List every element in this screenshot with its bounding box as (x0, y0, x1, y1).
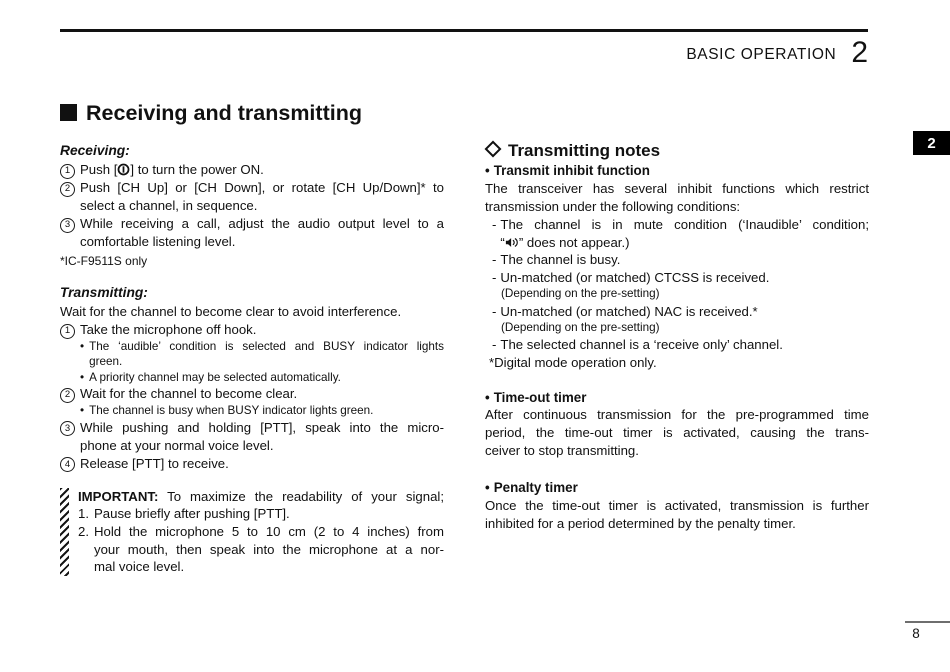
important-note (60, 488, 444, 577)
receiving-footnote: *IC-F9511S only (60, 254, 148, 268)
important-item-1 (78, 505, 444, 523)
timeout-body-line: After continuous transmission for the pre-programmed time (485, 407, 869, 423)
important-body (78, 488, 444, 577)
circled-number-icon: 2 (60, 182, 75, 197)
timeout-body-line: ceiver to stop transmitting. (485, 443, 639, 459)
receiving-step-3 (60, 215, 444, 251)
receiving-title: Receiving: (60, 143, 130, 158)
timeout-title (485, 390, 869, 407)
step-text-pre: Push [ (80, 162, 118, 177)
condition-subnote: (Depending on the pre-setting) (501, 287, 660, 301)
important-label: IMPORTANT: (78, 488, 159, 504)
condition-line: The channel is in mute condition (‘Inaudible’ condition; (500, 217, 869, 232)
condition-text: The channel is busy. (500, 252, 621, 268)
circled-number-icon: 2 (60, 388, 75, 403)
condition-item (485, 303, 869, 321)
transmitting-step-2 (60, 385, 444, 418)
penalty-body-line: Once the time-out timer is activated, transmission is further (485, 497, 869, 513)
step-line: While pushing and holding [PTT], speak into the micro- (80, 419, 444, 435)
circled-number-icon: 3 (60, 218, 75, 233)
diamond-icon (485, 141, 502, 158)
condition-text: The selected channel is a ‘receive only’ channel. (500, 337, 783, 353)
important-intro-text: To maximize the readability of your signal; (167, 488, 444, 504)
chapter-side-tab (913, 131, 950, 155)
bullet-icon: • (485, 389, 490, 405)
step-line: comfortable listening level. (80, 234, 236, 249)
item-line: mal voice level. (94, 559, 185, 575)
penalty-title (485, 480, 869, 497)
filled-square-icon (60, 104, 77, 121)
section-heading-text: Receiving and transmitting (86, 101, 362, 125)
condition-item (485, 216, 869, 251)
item-number: 2. (78, 524, 89, 540)
condition-subnote: (Depending on the pre-setting) (501, 321, 660, 335)
condition-text: Un-matched (or matched) CTCSS is received. (500, 269, 770, 285)
step-line: While receiving a call, adjust the audio output level to a (80, 216, 444, 231)
speaker-icon (505, 237, 519, 248)
right-column (485, 141, 869, 533)
item-line: Hold the microphone 5 to 10 cm (2 to 4 inches) from (94, 524, 444, 540)
transmitting-step-4 (60, 455, 444, 473)
bullet-icon: • (80, 340, 85, 353)
bullet-icon: • (485, 163, 490, 178)
transmitting-intro: Wait for the channel to become clear to avoid interference. (60, 304, 402, 319)
inhibit-body-line: The transceiver has several inhibit functions which restrict (485, 180, 869, 196)
condition-item (485, 336, 869, 354)
receiving-step-2 (60, 179, 444, 215)
transmitting-title: Transmitting: (60, 285, 148, 300)
penalty-body-line: inhibited for a period determined by the penalty timer. (485, 515, 796, 531)
transmitting-step-1 (60, 321, 444, 385)
power-icon (117, 163, 130, 176)
note-text: The channel is busy when BUSY indicator lights green. (89, 404, 374, 418)
step-note (80, 403, 444, 418)
transmitting-step-3 (60, 419, 444, 455)
bullet-icon: • (80, 404, 85, 418)
dash-icon: - (492, 337, 497, 353)
item-text (94, 523, 444, 576)
condition-item (485, 269, 869, 287)
footer-rule (905, 621, 950, 623)
timeout-title-text: Time-out timer (493, 389, 587, 405)
step-line: Push [CH Up] or [CH Down], or rotate [CH Up/Down]* to (80, 180, 444, 195)
condition-text (500, 216, 869, 251)
circled-number-icon: 1 (60, 164, 75, 179)
quote-open: “ (500, 234, 505, 250)
timeout-body-line: period, the time-out timer is activated, causing the trans- (485, 425, 869, 441)
transmitting-notes-heading-text: Transmitting notes (508, 141, 661, 160)
section-heading (60, 101, 362, 126)
step-note (80, 370, 444, 385)
dash-icon: - (492, 269, 497, 285)
note-line: green. (89, 355, 123, 369)
item-number: 1. (78, 506, 89, 522)
bullet-icon: • (485, 480, 490, 496)
receiving-step-1 (60, 161, 444, 179)
page-header (60, 36, 868, 70)
penalty-title-text: Penalty timer (493, 480, 578, 496)
chapter-title: BASIC OPERATION (686, 46, 837, 63)
receiving-step-2-text (80, 179, 444, 215)
transmitting-step-1-text (80, 321, 444, 385)
step-line: Release [PTT] to receive. (80, 455, 229, 471)
hatch-bar-icon (60, 488, 69, 577)
page-number: 8 (912, 626, 920, 641)
transmitting-notes-heading (485, 141, 869, 161)
circled-number-icon: 1 (60, 324, 75, 339)
header-rule (60, 29, 868, 32)
transmitting-step-2-text (80, 385, 444, 418)
step-line (80, 161, 444, 179)
step-line: select a channel, in sequence. (80, 198, 258, 213)
condition-item (485, 251, 869, 269)
quote-close-text: ” does not appear.) (518, 234, 630, 250)
step-line: Wait for the channel to become clear. (80, 386, 298, 402)
chapter-side-tab-label: 2 (927, 134, 936, 152)
receiving-step-3-text (80, 215, 444, 251)
note-line: The ‘audible’ condition is selected and BUSY indicator lights (89, 340, 444, 353)
inhibit-conditions (485, 216, 869, 372)
dash-icon: - (492, 303, 497, 319)
transmitting-step-4-text (80, 455, 444, 473)
inhibit-title (485, 163, 869, 180)
condition-text: Un-matched (or matched) NAC is received.* (500, 303, 758, 319)
condition-line (500, 234, 869, 252)
left-column (60, 141, 444, 576)
item-text: Pause briefly after pushing [PTT]. (94, 506, 290, 522)
step-line: phone at your normal voice level. (80, 437, 274, 453)
dash-icon: - (492, 252, 497, 268)
note-text (89, 339, 444, 370)
inhibit-title-text: Transmit inhibit function (493, 163, 650, 178)
important-item-2 (78, 523, 444, 576)
important-intro-line (78, 488, 444, 506)
chapter-number: 2 (851, 36, 868, 69)
step-note (80, 339, 444, 370)
inhibit-footnote: *Digital mode operation only. (489, 354, 657, 370)
transmitting-step-3-text (80, 419, 444, 455)
dash-icon: - (492, 217, 497, 232)
circled-number-icon: 4 (60, 457, 75, 472)
step-text-post: ] to turn the power ON. (130, 162, 264, 177)
receiving-step-1-text (80, 161, 444, 179)
inhibit-body-line: transmission under the following conditions: (485, 198, 741, 214)
note-text: A priority channel may be selected automatically. (89, 370, 341, 384)
item-line: your mouth, then speak into the microphone at a nor- (94, 541, 444, 557)
step-line: Take the microphone off hook. (80, 322, 257, 337)
bullet-icon: • (80, 370, 85, 384)
circled-number-icon: 3 (60, 421, 75, 436)
